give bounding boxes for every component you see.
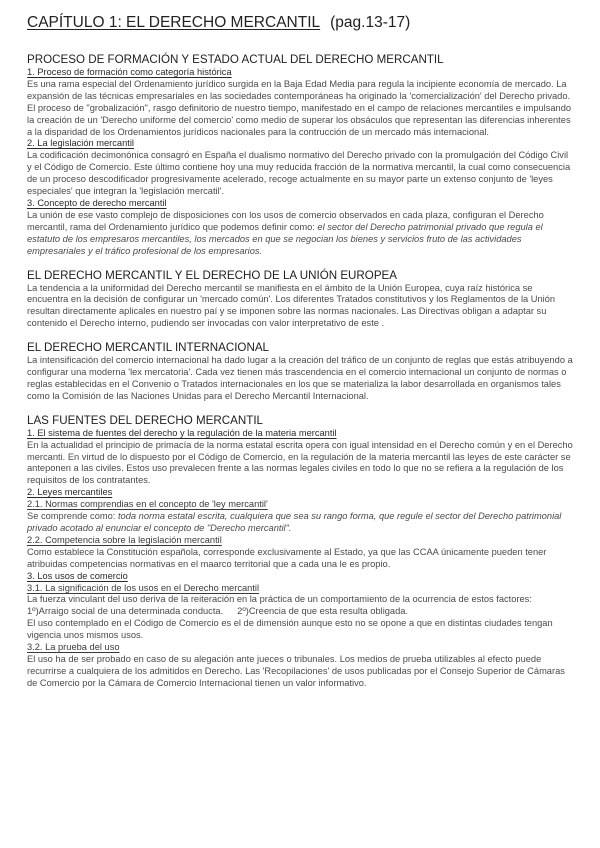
- law-concept-definition: toda norma estatal escrita, cualquiera que sea su rango forma, que regule el sector del Derecho patrimonial privado acotado al enunciar el concepto de "Derecho mercantil".: [27, 511, 562, 533]
- factor-item-1: 1º)Arraigo social de una determinada conducta.: [27, 606, 224, 617]
- subheading-legislation-text: 2. La legislación mercantil: [27, 138, 134, 149]
- factor-item-2: 2º)Creencia de que esta resulta obligada.: [237, 606, 409, 617]
- subsubheading-proof-of-use-text: 3.2. La prueba del uso: [27, 642, 120, 653]
- subheading-historical-category-text: 1. Proceso de formación como categoría histórica: [27, 67, 232, 77]
- section-heading-eu: EL DERECHO MERCANTIL Y EL DERECHO DE LA UNIÓN EUROPEA: [27, 268, 398, 282]
- subsubheading-law-concept: [27, 499, 573, 511]
- subheading-sources-system: [27, 428, 573, 440]
- paragraph-uses-dimension: El uso contemplado en el Código de Comercio es el de dimensión aunque esto no se opone a que en distintas ciudades tengan vigencia unos mismos usos.: [27, 618, 553, 641]
- subheading-commercial-laws: [27, 487, 573, 499]
- subsubheading-competence: [27, 535, 573, 547]
- subheading-commerce-uses-text: 3. Los usos de comercio: [27, 570, 128, 581]
- paragraph-eu: La tendencia a la uniformidad del Derecho mercantil se manifiesta en el ámbito de la Unión Europea, cuya raíz histórica se encuentra en la decisión de configurar un 'mercado común'. Los diferentes Tratados constitutivos y los Reglamentos de la Unión resultan directamente aplicales en nuestro paí y se imponen sobre las normas nacionales. Las Directivas obligan a adaptar su contenido el Derecho interno, pudiendo ser invocadas con valor interpretativo de este .: [27, 282, 556, 329]
- chapter-pages: (pag.13-17): [330, 14, 411, 31]
- paragraph-concept: [27, 210, 573, 258]
- paragraph-competence: Como establece la Constitución española, corresponde exclusivamente al Estado, ya que las CCAA únicamente pueden tener atribuidas competencias normativas en el maarco territorial que a cada una le es propio.: [27, 546, 547, 569]
- subsubheading-proof-of-use: [27, 642, 573, 654]
- subheading-concept: [27, 198, 573, 210]
- paragraph-international: La intensificación del comercio internacional ha dado lugar a la creación del tráfico de un conjunto de reglas que estás atribuyendo a configurar una moderna 'lex mercatoria'. Cada vez tienen más trascendencia en el comercio internacional un conjunto de normas o reglas establecidas en el Convenio o Tratados internacionales en los que se materializa la labor desarrollada en organismos tales como la Comisión de las Naciones Unidas para el Derecho Mercantil Internacional.: [27, 355, 573, 401]
- subsubheading-law-concept-text: 2.1. Normas comprendias en el concepto de 'ley mercantil': [27, 499, 268, 510]
- concept-plain-text: La unión de ese vasto complejo de disposiciones con los usos de comercio observados en cada plaza, configuran el Derecho mercantil, rama del Ordenamiento jurídico que podemos definir como:: [27, 209, 544, 232]
- subheading-commercial-laws-text: 2. Leyes mercantiles: [27, 487, 113, 498]
- subheading-legislation: [27, 138, 573, 150]
- subsubheading-competence-text: 2.2. Competencia sobre la legislación mercantil: [27, 534, 222, 545]
- paragraph-legislation: La codificación decimonónica consagró en España el dualismo normativo del Derecho privado con la promulgación del Código Civil y el Código de Comercio. Este último contiene hoy una muy reducida fracción de la normativa mercantil, la cual como consecuencia de un proceso descodificador progresivamente acelerado, recoge actualmente en su mayor parte un extenso conjunto de 'leyes especiales' que integran la 'legislación mercatil'.: [27, 150, 571, 197]
- paragraph-proof-of-use: El uso ha de ser probado en caso de su alegación ante jueces o tribunales. Los medios de prueba utilizables al efecto puede recurrirse a cualquiera de los admitidos en Derecho. Las 'Recopilaciones' de usos publicadas por el Consejo Superior de Cámaras de Comercio por la Cámara de Comercio Internacional tienen un valor informativo.: [27, 653, 565, 688]
- paragraph-uses-significance: La fuerza vinculant del uso deriva de la reiteración en la práctica de un comportamiento de la ocurrencia de estos factores:: [27, 594, 532, 605]
- subheading-concept-text: 3. Concepto de derecho mercantil: [27, 197, 167, 208]
- section-heading-sources: LAS FUENTES DEL DERECHO MERCANTIL: [27, 413, 263, 427]
- subsubheading-uses-significance: [27, 583, 573, 595]
- subheading-sources-system-text: 1. El sistema de fuentes del derecho y la regulación de la materia mercantil: [27, 427, 337, 438]
- section-heading-formation: PROCESO DE FORMACIÓN Y ESTADO ACTUAL DEL DERECHO MERCANTIL: [27, 53, 444, 66]
- law-concept-plain-text: Se comprende como:: [27, 511, 116, 522]
- concept-definition: el sector del Derecho patrimonial privado que regula el estatuto de los empresaros mercantiles, los mercados en que se negocian los bienes y servicios fruto de las actividades empresariales y el tráfico profesional de los empresarios.: [27, 221, 543, 256]
- section-heading-international: EL DERECHO MERCANTIL INTERNACIONAL: [27, 341, 270, 355]
- subheading-historical-category: [27, 67, 573, 79]
- paragraph-uses-factors: [27, 606, 573, 618]
- subsubheading-uses-significance-text: 3.1. La significación de los usos en el Derecho mercantil: [27, 582, 260, 593]
- chapter-title: [27, 14, 573, 32]
- paragraph-historical-category: Es una rama especial del Ordenamiento jurídico surgida en la Baja Edad Media para regula la incipiente economía de mercado. La expansión de las técnicas empresariales en las sociedades contemporáneas ha originado la 'comercialización' del Derecho privado. El proceso de "grobalización", rasgo definitorio de nuestro tiempo, manifestado en el campo de relaciones mercantiles e impulsando la creación de un 'Derecho uniforme del comercio' como medio de superar los obsáculos que representan las diferencias inherentes a la disparidad de los Ordenamientos jurídicos nacionales para la contrucción de un mercado más internacional.: [27, 78, 572, 137]
- paragraph-law-concept: [27, 511, 573, 535]
- paragraph-sources-system: En la actualidad el principio de primacía de la norma estatal escrita opera con igual intensidad en el Derecho común y en el Derecho mercanti. En virtud de lo dispuesto por el Código de Comercio, en la regulación de la materia mercantil las leyes de este carácter se anteponen a las civiles. Estos uso prevalecen frente a las normas legales civiles en todo lo que no se refiera a la regulación de los requisitos de los contratantes.: [27, 439, 573, 486]
- subheading-commerce-uses: [27, 571, 573, 583]
- chapter-title-text: CAPÍTULO 1: EL DERECHO MERCANTIL: [27, 14, 321, 31]
